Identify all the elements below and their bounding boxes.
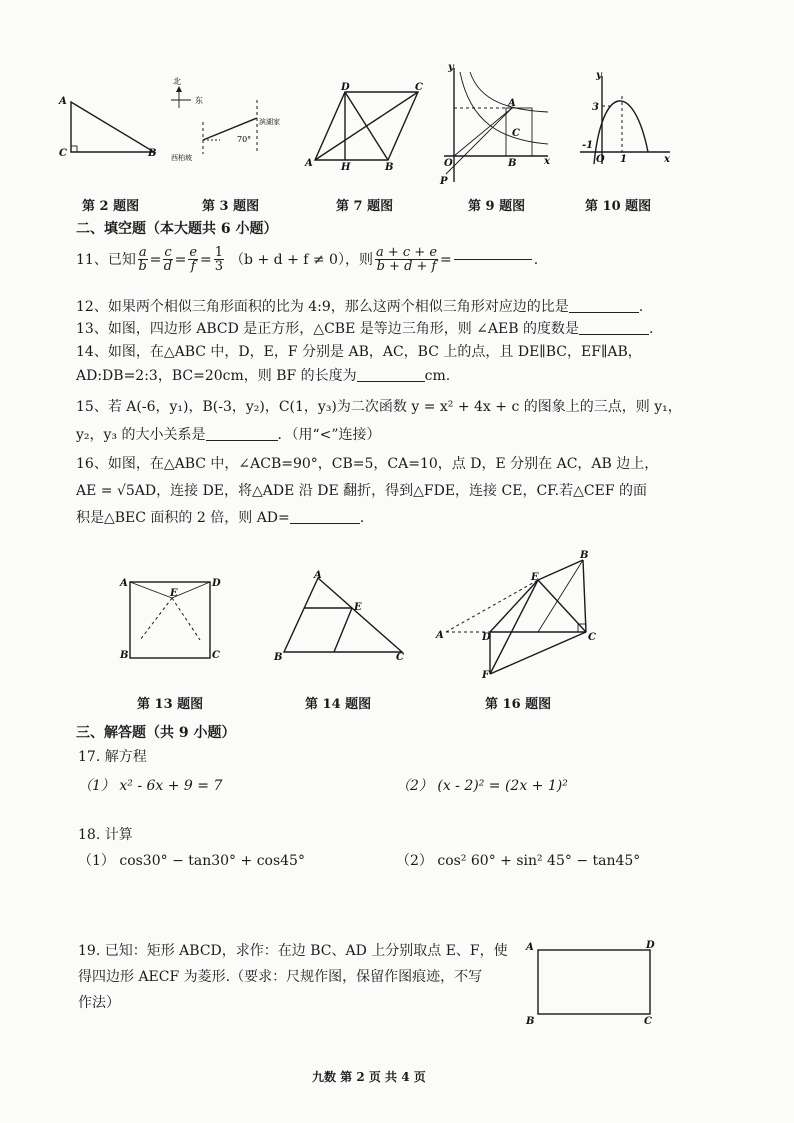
fig16-label-c: C bbox=[588, 632, 596, 643]
question-18-part-2: （2） cos² 60° + sin² 45° − tan45° bbox=[396, 853, 641, 869]
question-14-line-1: 14、如图，在△ABC 中，D，E，F 分别是 AB，AC，BC 上的点，且 DE∥BC，EF∥AB， bbox=[76, 344, 642, 360]
figure-9 bbox=[440, 62, 555, 187]
fig16-label-e: E bbox=[531, 572, 539, 583]
section-3-title: 三、解答题（共 9 小题） bbox=[76, 725, 236, 741]
section-2-title: 二、填空题（本大题共 6 小题） bbox=[76, 221, 278, 237]
fig13-caption: 第 13 题图 bbox=[137, 697, 204, 712]
fig14-label-e: E bbox=[354, 602, 362, 613]
question-14-line-2: AD:DB=2:3，BC=20cm，则 BF 的长度为 cm. bbox=[76, 368, 451, 384]
fig13-label-d: D bbox=[212, 578, 221, 589]
fig16-label-b: B bbox=[580, 550, 589, 561]
figure-3 bbox=[165, 72, 295, 167]
fig10-label-one: 1 bbox=[620, 154, 627, 165]
fig13-label-c: C bbox=[212, 650, 220, 661]
question-17-part-1: （1） x² - 6x + 9 = 7 bbox=[78, 778, 223, 794]
question-12: 12、如果两个相似三角形面积的比为 4:9，那么这两个相似三角形对应边的比是 . bbox=[76, 299, 644, 315]
fig2-caption: 第 2 题图 bbox=[82, 199, 140, 214]
fig14-caption: 第 14 题图 bbox=[305, 697, 372, 712]
fig13-label-b: B bbox=[120, 650, 129, 661]
question-19-line-1: 19. 已知：矩形 ABCD，求作：在边 BC、AD 上分别取点 E、F，使 bbox=[78, 943, 508, 959]
question-15-line-2: y₂，y₃ 的大小关系是 ．（用“<”连接） bbox=[76, 427, 381, 443]
question-13: 13、如图，四边形 ABCD 是正方形，△CBE 是等边三角形，则 ∠AEB 的度数是 . bbox=[76, 321, 654, 337]
fig9-caption: 第 9 题图 bbox=[468, 199, 526, 214]
q13-text: 13、如图，四边形 ABCD 是正方形，△CBE 是等边三角形，则 ∠AEB 的度数是 bbox=[76, 321, 579, 337]
q14-answer-blank[interactable] bbox=[357, 381, 425, 382]
fig2-label-a: A bbox=[59, 96, 67, 107]
question-18-title: 18. 计算 bbox=[78, 827, 133, 843]
fig7-label-h: H bbox=[341, 162, 351, 173]
fig19-label-c: C bbox=[644, 1016, 652, 1027]
fig3-left-label: 西柏坡 bbox=[171, 154, 192, 162]
q11-answer-blank[interactable] bbox=[454, 259, 532, 260]
question-18-part-1: （1） cos30° − tan30° + cos45° bbox=[78, 853, 305, 869]
figure-16 bbox=[438, 548, 598, 683]
fig2-label-b: B bbox=[148, 148, 157, 159]
fig9-label-p: P bbox=[440, 176, 448, 187]
q11-frac-ab: $\frac{a}{b}$ bbox=[138, 245, 147, 274]
question-11: 11、已知 $\frac{a}{b}$ = $\frac{c}{d}$ = $\frac{e}{f}$ = $\frac{1}{3}$ （b + d + f ≠ 0），则 $\frac{a + c + e}{b + d + f}$ = . bbox=[76, 245, 539, 274]
fig7-caption: 第 7 题图 bbox=[336, 199, 394, 214]
fig9-label-b: B bbox=[508, 158, 517, 169]
fig10-caption: 第 10 题图 bbox=[585, 199, 652, 214]
fig3-caption: 第 3 题图 bbox=[202, 199, 260, 214]
fig7-label-b: B bbox=[385, 162, 394, 173]
q12-answer-blank[interactable] bbox=[569, 312, 639, 313]
fig16-label-d: D bbox=[482, 632, 491, 643]
question-19-line-2: 得四边形 AECF 为菱形.（要求：尺规作图，保留作图痕迹，不写 bbox=[78, 969, 483, 985]
q11-frac-sum: $\frac{a + c + e}{b + d + f}$ bbox=[375, 245, 438, 274]
question-17-part-2: （2） (x - 2)² = (2x + 1)² bbox=[396, 778, 568, 794]
fig19-label-b: B bbox=[526, 1016, 535, 1027]
q13-answer-blank[interactable] bbox=[579, 334, 649, 335]
fig9-label-c: C bbox=[512, 128, 520, 139]
fig14-label-b: B bbox=[274, 652, 283, 663]
fig19-label-a: A bbox=[526, 942, 534, 953]
fig16-caption: 第 16 题图 bbox=[485, 697, 552, 712]
q16-answer-blank[interactable] bbox=[290, 523, 360, 524]
q11-prefix: 11、已知 bbox=[76, 251, 136, 268]
fig9-y-label: y bbox=[448, 62, 454, 73]
figure-7 bbox=[303, 82, 428, 172]
q11-frac-one-third: $\frac{1}{3}$ bbox=[214, 245, 224, 274]
fig14-label-c: C bbox=[396, 652, 404, 663]
fig13-label-e: E bbox=[170, 588, 178, 599]
fig10-label-neg-one: -1 bbox=[582, 140, 594, 151]
q11-condition: （b + d + f ≠ 0），则 bbox=[230, 251, 373, 268]
figure-10 bbox=[578, 72, 673, 167]
fig14-label-a: A bbox=[314, 570, 322, 581]
figure-14 bbox=[270, 570, 410, 662]
fig16-label-f: F bbox=[482, 670, 490, 681]
question-16-line-2: AE = √5AD，连接 DE，将△ADE 沿 DE 翻折，得到△FDE，连接 CE，CF.若△CEF 的面 bbox=[76, 483, 647, 499]
fig9-label-a: A bbox=[508, 98, 516, 109]
fig3-east-label: 东 bbox=[195, 96, 203, 105]
fig10-label-o: O bbox=[596, 154, 605, 165]
q11-frac-ef: $\frac{e}{f}$ bbox=[189, 245, 198, 274]
fig7-label-a: A bbox=[305, 158, 313, 169]
fig9-label-o: O bbox=[444, 158, 453, 169]
fig10-label-three: 3 bbox=[592, 102, 599, 113]
question-16-line-1: 16、如图，在△ABC 中，∠ACB=90°，CB=5，CA=10，点 D，E 分别在 AC，AB 边上， bbox=[76, 456, 659, 472]
fig13-label-a: A bbox=[120, 578, 128, 589]
fig10-x-label: x bbox=[664, 154, 670, 165]
fig3-north-label: 北 bbox=[173, 77, 181, 86]
fig3-right-label: 滨湖家 bbox=[259, 118, 280, 126]
fig9-x-label: x bbox=[544, 156, 550, 167]
fig3-angle-label: 70° bbox=[237, 135, 252, 144]
fig10-y-label: y bbox=[596, 70, 602, 81]
figure-2 bbox=[56, 92, 166, 162]
q12-text: 12、如果两个相似三角形面积的比为 4:9，那么这两个相似三角形对应边的比是 bbox=[76, 299, 569, 315]
question-17-title: 17. 解方程 bbox=[78, 749, 147, 765]
question-16-line-3: 积是△BEC 面积的 2 倍，则 AD= . bbox=[76, 510, 365, 526]
fig19-label-d: D bbox=[646, 940, 655, 951]
fig2-label-c: C bbox=[59, 148, 67, 159]
figure-13 bbox=[118, 572, 223, 662]
q11-frac-cd: $\frac{c}{d}$ bbox=[163, 245, 173, 274]
fig7-label-d: D bbox=[341, 82, 350, 93]
question-15-line-1: 15、若 A(-6，y₁)，B(-3，y₂)，C(1，y₃)为二次函数 y = x² + 4x + c 的图象上的三点，则 y₁， bbox=[76, 399, 682, 415]
fig16-label-a: A bbox=[436, 630, 444, 641]
fig7-label-c: C bbox=[415, 82, 423, 93]
question-19-line-3: 作法） bbox=[78, 995, 120, 1011]
page-footer: 九数 第 2 页 共 4 页 bbox=[312, 1070, 426, 1084]
q15-answer-blank[interactable] bbox=[206, 440, 278, 441]
figure-19-rectangle bbox=[524, 938, 664, 1030]
